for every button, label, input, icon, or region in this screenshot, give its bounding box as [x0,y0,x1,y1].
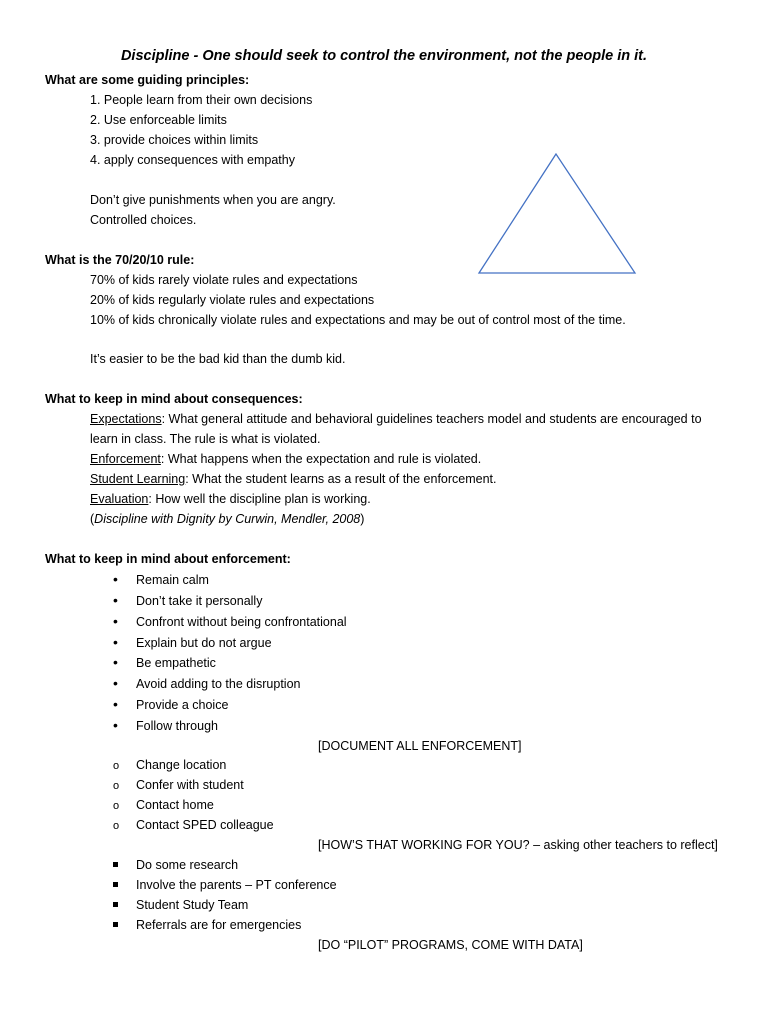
principle-item: 4. apply consequences with empathy [90,153,295,167]
enforcement-line [90,451,481,467]
circle-bullet-icon: o [113,820,120,832]
bullet-icon: • [113,675,118,691]
circle-bullet-icon: o [113,760,120,772]
rule-item: 70% of kids rarely violate rules and expectations [90,273,358,287]
bullet-icon: • [113,654,118,670]
enforcement-circle-item: Confer with student [136,778,244,792]
principle-item: 2. Use enforceable limits [90,113,227,127]
enforcement-circle-item: Contact home [136,798,214,812]
enforcement-text: : What happens when the expectation and rule is violated. [160,452,482,466]
enforcement-bullet: Explain but do not argue [136,636,272,650]
expectations-line [90,411,702,427]
expectations-text: : What general attitude and behavioral guidelines teachers model and students are encouraged to [161,412,702,426]
enforcement-term: Enforcement [90,452,161,466]
evaluation-text: : How well the discipline plan is working. [148,492,371,506]
bullet-icon: • [113,592,118,608]
principle-note: Don’t give punishments when you are angry. [90,193,336,207]
square-bullet-icon [113,897,118,913]
square-bullet-icon [113,857,118,873]
evaluation-line [90,491,371,507]
enforcement-note: [DO “PILOT” PROGRAMS, COME WITH DATA] [318,938,583,952]
student-learning-line [90,471,497,487]
rule-note: It’s easier to be the bad kid than the dumb kid. [90,352,346,366]
bullet-icon: • [113,571,118,587]
circle-bullet-icon: o [113,780,120,792]
enforcement-bullet: Be empathetic [136,656,216,670]
expectations-term: Expectations [90,412,162,426]
enforcement-note: [HOW’S THAT WORKING FOR YOU? – asking other teachers to reflect] [318,838,718,852]
rule-item: 10% of kids chronically violate rules and expectations and may be out of control most of the time. [90,313,626,327]
enforcement-circle-item: Change location [136,758,227,772]
bullet-icon: • [113,613,118,629]
bullet-icon: • [113,717,118,733]
citation [90,511,364,527]
enforcement-note: [DOCUMENT ALL ENFORCEMENT] [318,739,522,753]
citation-open: ( [90,512,95,526]
enforcement-square-item: Referrals are for emergencies [136,918,302,932]
enforcement-bullet: Don’t take it personally [136,594,263,608]
principle-note: Controlled choices. [90,213,197,227]
square-bullet-icon [113,917,118,933]
enforcement-bullet: Provide a choice [136,698,229,712]
enforcement-bullet: Follow through [136,719,218,733]
bullet-icon: • [113,634,118,650]
triangle-shape [470,145,645,280]
enforcement-bullet: Remain calm [136,573,209,587]
page-title: Discipline - One should seek to control the environment, not the people in it. [120,48,648,64]
citation-text: Discipline with Dignity by Curwin, Mendler, 2008 [94,512,361,526]
enforcement-bullet: Confront without being confrontational [136,615,347,629]
expectations-line-2: learn in class. The rule is what is violated. [90,432,321,446]
principle-item: 1. People learn from their own decisions [90,93,313,107]
rule-item: 20% of kids regularly violate rules and expectations [90,293,375,307]
student-learning-text: : What the student learns as a result of the enforcement. [185,472,497,486]
student-learning-term: Student Learning [90,472,186,486]
square-bullet-icon [113,877,118,893]
principles-heading: What are some guiding principles: [45,73,250,87]
consequences-heading: What to keep in mind about consequences: [45,392,303,406]
enforcement-heading: What to keep in mind about enforcement: [45,552,291,566]
evaluation-term: Evaluation [90,492,149,506]
bullet-icon: • [113,696,118,712]
enforcement-circle-item: Contact SPED colleague [136,818,274,832]
citation-close: ) [360,512,365,526]
circle-bullet-icon: o [113,800,120,812]
enforcement-square-item: Student Study Team [136,898,249,912]
enforcement-square-item: Involve the parents – PT conference [136,878,337,892]
principle-item: 3. provide choices within limits [90,133,259,147]
enforcement-bullet: Avoid adding to the disruption [136,677,301,691]
enforcement-square-item: Do some research [136,858,239,872]
rule-heading: What is the 70/20/10 rule: [45,253,195,267]
